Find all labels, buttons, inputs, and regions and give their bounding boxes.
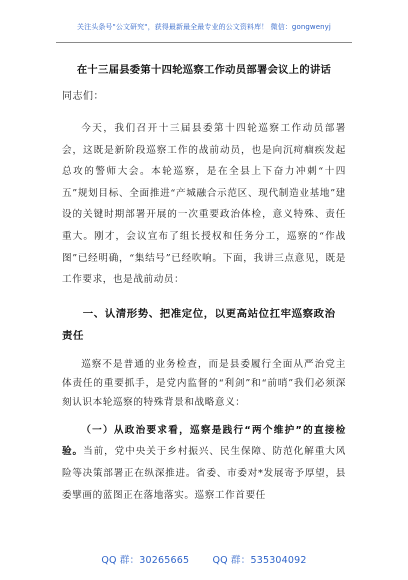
subsection-1-body: 当前，党中央关于乡村振兴、民生保障、防范化解重大风险等决策部署正在纵深推进。省委、市委对*发展寄予厚望，县委擘画的蓝图正在落地落实。巡察工作首要任	[62, 446, 346, 501]
footer-qq-1: QQ 群：30265665	[101, 555, 190, 566]
document-body	[62, 62, 346, 506]
greeting: 同志们：	[62, 91, 104, 102]
footer-qq-2: QQ 群：535304092	[212, 555, 307, 566]
document-title: 在十三届县委第十四轮巡察工作动员部署会议上的讲话	[76, 64, 332, 76]
footer-contacts	[0, 552, 408, 566]
header-divider	[56, 42, 352, 43]
section-1-paragraph: 巡察不是普通的业务检查，而是县委履行全面从严治党主体责任的重要抓手，是党内监督的“利剑”和“前哨”我们必须深刻认识本轮巡察的特殊背景和战略意义：	[62, 358, 346, 408]
header-promo: 关注头条号"公文研究"，获得最新最全最专业的公文资料库！ 微信：gongwenyj	[77, 23, 331, 31]
subsection-1	[62, 420, 346, 506]
intro-paragraph: 今天，我们召开十三届县委第十四轮巡察工作动员部署会，这既是新阶段巡察工作的战前动员，也是向沉疴痼疾发起总攻的警师大会。本轮巡察，是在全县上下奋力冲刺“十四五”规划目标、全面推进“产城融合示范区、现代制造业基地”建设的关键时期部署开展的一次重要政治体检，意义特殊、责任重大。刚才，会议宣布了组长授权和任务分工，巡察的“作战图”已经明确，“集结号”已经吹响。下面，我讲三点意见，既是工作要求，也是战前动员：	[62, 123, 346, 286]
subsection-1-lead: （一）从政治要求看，巡察是践行“两个维护”的直接检验。	[62, 424, 346, 458]
section-1-heading: 一、认清形势、把准定位，以更高站位扛牢巡察政治责任	[62, 307, 336, 342]
